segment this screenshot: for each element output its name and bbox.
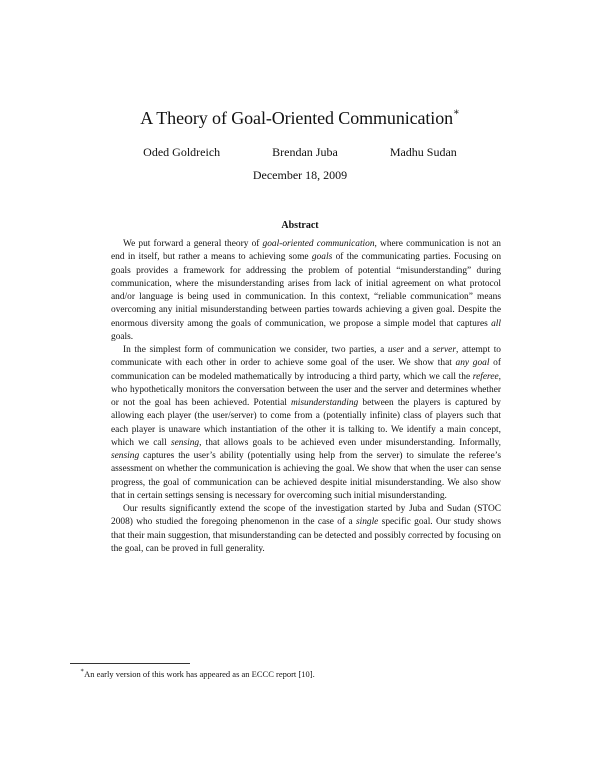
- abstract-paragraph-1: [111, 238, 501, 344]
- text-run: Our results significantly extend the scope of the investigation started by Juba and Sudan (STOC 2008) who studied the foregoing phenomenon in the case of a: [111, 504, 501, 528]
- emphasis: goals: [311, 252, 333, 263]
- emphasis: goal-oriented communication: [262, 239, 375, 249]
- emphasis: any goal: [455, 358, 490, 369]
- author-name: Madhu Sudan: [389, 145, 457, 159]
- text-run: specific goal. Our study shows that their main suggestion, that misunderstanding can be detected and possibly corrected by focusing on the goal, can be proved in full generality.: [111, 517, 501, 554]
- footnote-rule: [70, 663, 190, 664]
- text-run: , who hypothetically monitors the conversation between the user and the server and determines whether or not the goal has been achieved. Potential: [111, 371, 501, 408]
- abstract-paragraph-2: [111, 344, 501, 503]
- emphasis: sensing: [170, 437, 200, 448]
- paper-title: [0, 108, 600, 129]
- author-name: Brendan Juba: [272, 145, 338, 159]
- abstract-paragraph-3: [111, 503, 501, 556]
- text-run: of the communicating parties. Focusing on goals provides a framework for addressing the problem of potential “misunderstanding” during communication, where the misunderstanding arises from lack of initial agreement on what protocol and/or language is being used in communication. In this context, “reliable communication” means overcoming any initial misunderstanding between parties towards achieving a given goal. Despite the enormous diversity among the goals of communication, we propose a simple model that captures: [111, 252, 502, 329]
- emphasis: sensing: [111, 451, 140, 461]
- emphasis: misunderstanding: [291, 398, 359, 408]
- emphasis: user: [387, 345, 405, 355]
- footnote-mark: ∗: [80, 668, 85, 674]
- abstract-body: [111, 238, 501, 556]
- text-run: goals.: [111, 331, 134, 342]
- text-run: captures the user’s ability (potentially using help from the server) to simulate the referee’s assessment on whether the communication is achieving the goal. We show that when the user can sense progress, the goal of communication can be achieved despite initial misunderstanding. We also show that in certain settings sensing is necessary for overcoming such initial misunderstanding.: [111, 451, 501, 501]
- text-run: of communication can be modeled mathematically by introducing a third party, which we call the: [111, 358, 501, 382]
- text-run: between the players is captured by allowing each player (the user/server) to come from a (potentially infinite) class of players such that each player is unaware which instantiation of the other it is talking to. We identify a main concept, which we call: [111, 398, 501, 448]
- paper-date: December 18, 2009: [252, 168, 348, 182]
- text-run: , attempt to communicate with each other in order to achieve some goal of the user. We show that: [111, 345, 501, 369]
- title-footnote-mark: ∗: [453, 107, 460, 118]
- author-name: Oded Goldreich: [143, 145, 221, 159]
- footnote: [80, 667, 520, 680]
- text-run: , that allows goals to be achieved even under misunderstanding. Informally,: [199, 437, 501, 448]
- emphasis: single: [355, 517, 379, 528]
- emphasis: referee: [472, 371, 499, 382]
- text-run: We put forward a general theory of: [123, 239, 263, 249]
- title-text: A Theory of Goal-Oriented Communication: [140, 108, 453, 128]
- author-list: [0, 145, 600, 160]
- text-run: In the simplest form of communication we consider, two parties, a: [123, 345, 388, 355]
- footnote-text: An early version of this work has appeared as an ECCC report [10].: [84, 668, 315, 679]
- emphasis: server: [432, 345, 456, 355]
- emphasis: all: [491, 318, 501, 329]
- text-run: , where communication is not an end in itself, but rather a means to achieving some: [111, 239, 501, 263]
- abstract-heading: Abstract: [281, 220, 319, 231]
- text-run: and a: [404, 345, 433, 355]
